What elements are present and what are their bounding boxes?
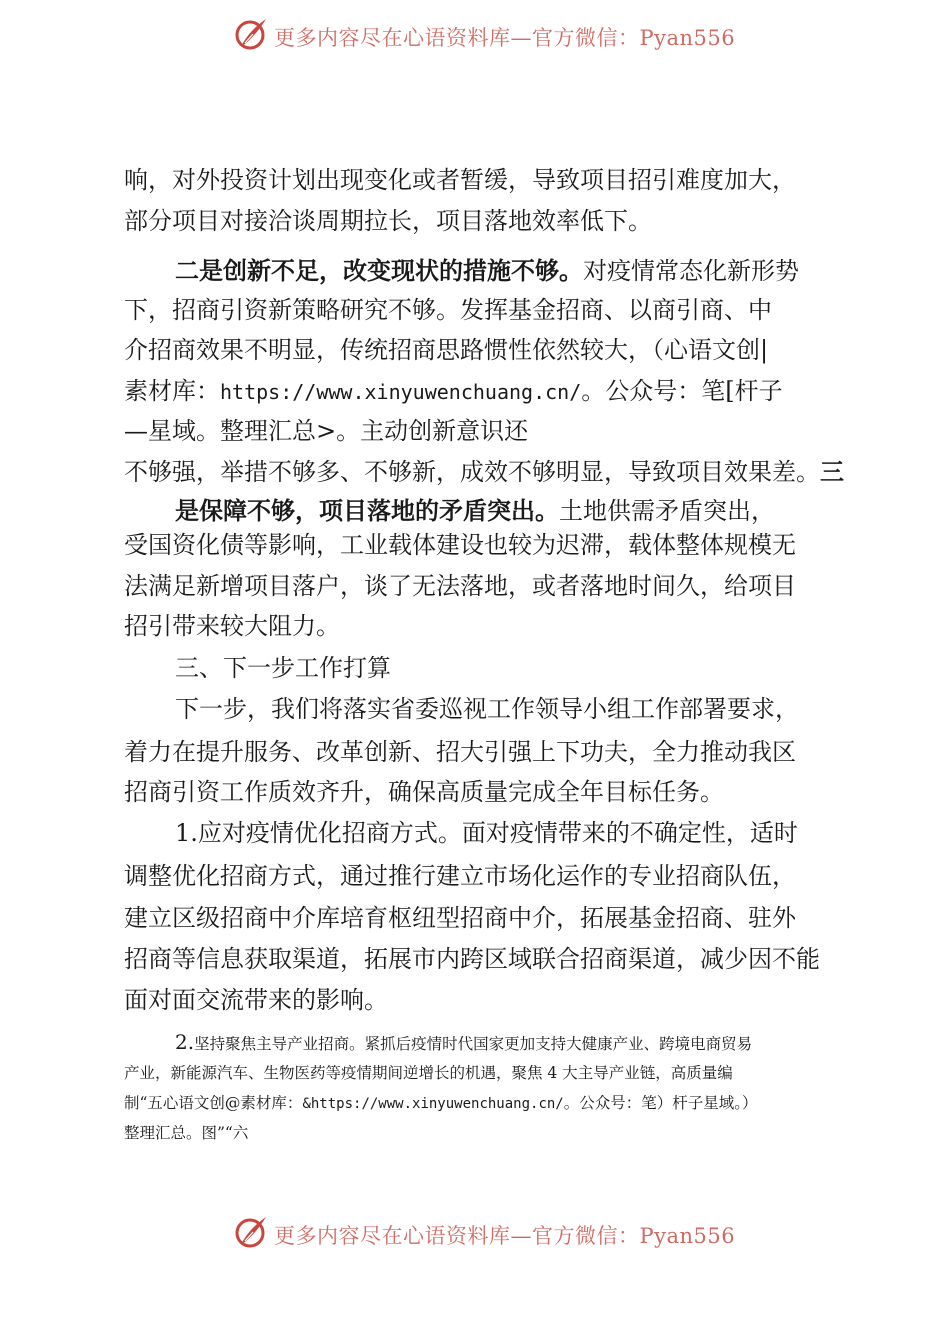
paragraph-line: —星域。整理汇总>。主动创新意识还 <box>124 417 529 445</box>
paragraph-line <box>124 457 844 487</box>
line-text: 。公众号：笔）杆子星域。） <box>563 1094 758 1112</box>
paragraph-line: 下，招商引资新策略研究不够。发挥基金招商、以商引商、中 <box>124 296 772 324</box>
paragraph-line: 建立区级招商中介库培育枢纽型招商中介，拓展基金招商、驻外 <box>124 904 796 932</box>
paragraph-line: 法满足新增项目落户，谈了无法落地，或者落地时间久，给项目 <box>124 572 796 600</box>
paragraph-line: 招商引资工作质效齐升，确保高质量完成全年目标任务。 <box>124 778 724 806</box>
paragraph-line: 招引带来较大阻力。 <box>124 612 340 640</box>
bold-heading: 是保障不够，项目落地的矛盾突出。 <box>175 497 559 525</box>
bold-heading: 三 <box>820 458 844 486</box>
section-heading: 三、下一步工作打算 <box>175 654 391 682</box>
paragraph-line <box>175 256 799 286</box>
watermark-text: 更多内容尽在心语资料库—官方微信：Pyan556 <box>274 26 736 50</box>
paragraph-line: 部分项目对接洽谈周期拉长，项目落地效率低下。 <box>124 207 652 235</box>
small-line <box>175 1030 752 1056</box>
paragraph-line <box>175 496 775 526</box>
watermark-text: 更多内容尽在心语资料库—官方微信：Pyan556 <box>274 1224 736 1248</box>
paragraph-line: 受国资化债等影响，工业载体建设也较为迟滞，载体整体规模无 <box>124 531 796 559</box>
line-text: 。公众号：笔[杆子 <box>581 377 783 405</box>
bold-heading: 二是创新不足，改变现状的措施不够。 <box>175 257 583 285</box>
line-text: 土地供需矛盾突出， <box>559 497 775 525</box>
small-line <box>124 1091 758 1116</box>
paragraph-line: 面对面交流带来的影响。 <box>124 986 388 1014</box>
paragraph-line <box>124 376 783 407</box>
paragraph-line: 下一步，我们将落实省委巡视工作领导小组工作部署要求， <box>175 695 799 723</box>
line-text: 素材库： <box>124 377 220 405</box>
quill-logo-icon <box>233 1214 269 1250</box>
line-text: 坚持聚焦主导产业招商。紧抓后疫情时代国家更加支持大健康产业、跨境电商贸易 <box>194 1035 753 1053</box>
small-line: 整理汇总。图”“六 <box>124 1124 249 1142</box>
item-title: 1.应对疫情优化招商方式。 <box>175 819 462 847</box>
paragraph-line: 介招商效果不明显，传统招商思路惯性依然较大，（心语文创| <box>124 336 769 364</box>
item-number: 2. <box>175 1030 195 1054</box>
url-text: https://www.xinyuwenchuang.cn/ <box>220 380 582 404</box>
line-text: 不够强，举措不够多、不够新，成效不够明显，导致项目效果差。 <box>124 458 820 486</box>
paragraph-line: 招商等信息获取渠道，拓展市内跨区域联合招商渠道，减少因不能 <box>124 945 820 973</box>
url-text: &https://www.xinyuwenchuang.cn/ <box>302 1096 564 1112</box>
line-text: 对疫情常态化新形势 <box>583 257 799 285</box>
line-text: 制“五心语文创@素材库： <box>124 1094 303 1112</box>
paragraph-line: 响，对外投资计划出现变化或者暂缓，导致项目招引难度加大， <box>124 166 796 194</box>
paragraph-line <box>175 818 798 848</box>
watermark-banner-bottom <box>0 1212 950 1252</box>
paragraph-line: 着力在提升服务、改革创新、招大引强上下功夫，全力推动我区 <box>124 738 796 766</box>
line-text: 面对疫情带来的不确定性，适时 <box>461 819 798 847</box>
paragraph-line: 调整优化招商方式，通过推行建立市场化运作的专业招商队伍， <box>124 862 796 890</box>
small-line: 产业，新能源汽车、生物医药等疫情期间逆增长的机遇，聚焦 4 大主导产业链，高质量编 <box>124 1064 733 1082</box>
